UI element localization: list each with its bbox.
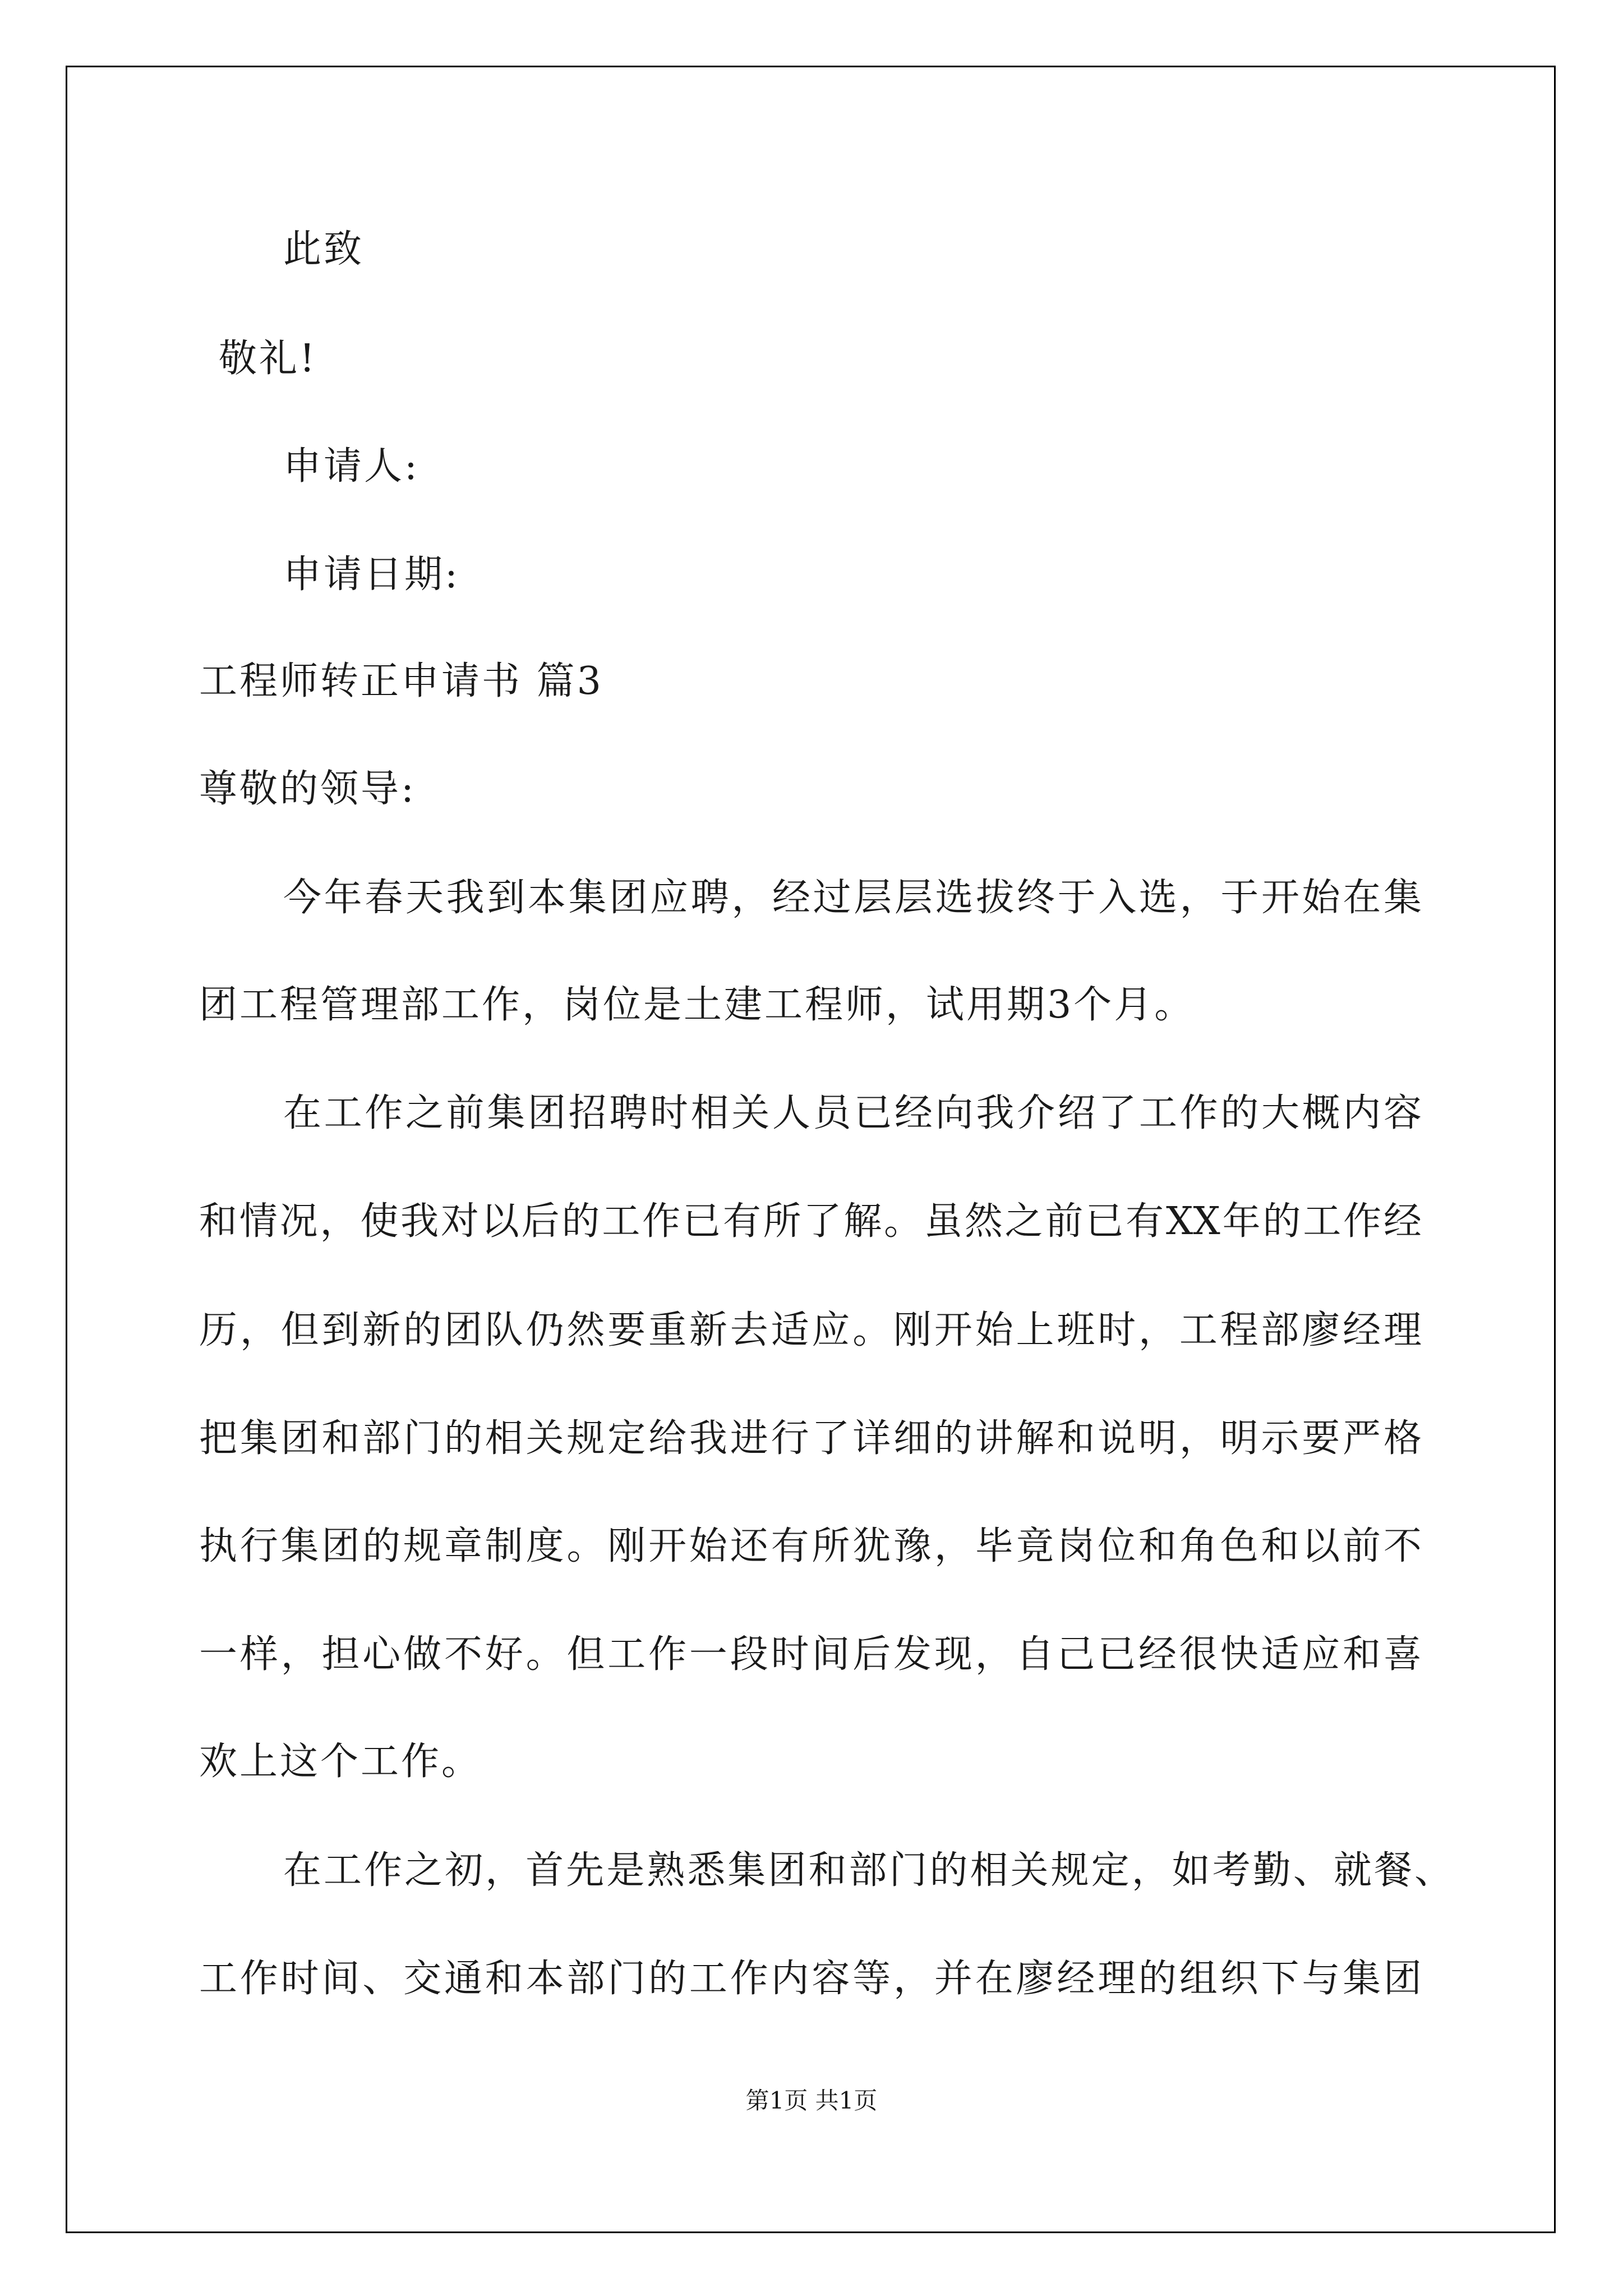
paragraph-line: 执行集团的规章制度。刚开始还有所犹豫，毕竟岗位和角色和以前不 <box>199 1524 1422 1568</box>
addressee-line: 尊敬的领导: <box>199 767 416 811</box>
paragraph-line: 把集团和部门的相关规定给我进行了详细的讲解和说明，明示要严格 <box>199 1416 1422 1461</box>
paragraph-line: 在工作之初，首先是熟悉集团和部门的相关规定，如考勤、就餐、 <box>283 1848 1453 1893</box>
paragraph-line: 在工作之前集团招聘时相关人员已经向我介绍了工作的大概内容 <box>283 1091 1422 1135</box>
paragraph-line: 和情况，使我对以后的工作已有所了解。虽然之前已有XX年的工作经 <box>199 1199 1422 1244</box>
paragraph-line: 欢上这个工作。 <box>199 1740 482 1784</box>
application-date-line: 申请日期: <box>283 553 460 597</box>
paragraph-line: 团工程管理部工作，岗位是土建工程师，试用期3个月。 <box>199 983 1195 1027</box>
section-heading: 工程师转正申请书 篇3 <box>199 659 603 703</box>
salutation-line: 敬礼! <box>219 337 317 381</box>
page-number-footer: 第1页 共1页 <box>745 2087 878 2114</box>
closing-line: 此致 <box>283 227 365 272</box>
page-border <box>66 66 1556 2233</box>
paragraph-line: 一样，担心做不好。但工作一段时间后发现，自己已经很快适应和喜 <box>199 1632 1422 1677</box>
paragraph-line: 今年春天我到本集团应聘，经过层层选拔终于入选，于开始在集 <box>283 876 1422 920</box>
paragraph-line: 历，但到新的团队仍然要重新去适应。刚开始上班时，工程部廖经理 <box>199 1308 1422 1352</box>
paragraph-line: 工作时间、交通和本部门的工作内容等，并在廖经理的组织下与集团 <box>199 1957 1422 2001</box>
applicant-line: 申请人: <box>283 444 419 489</box>
